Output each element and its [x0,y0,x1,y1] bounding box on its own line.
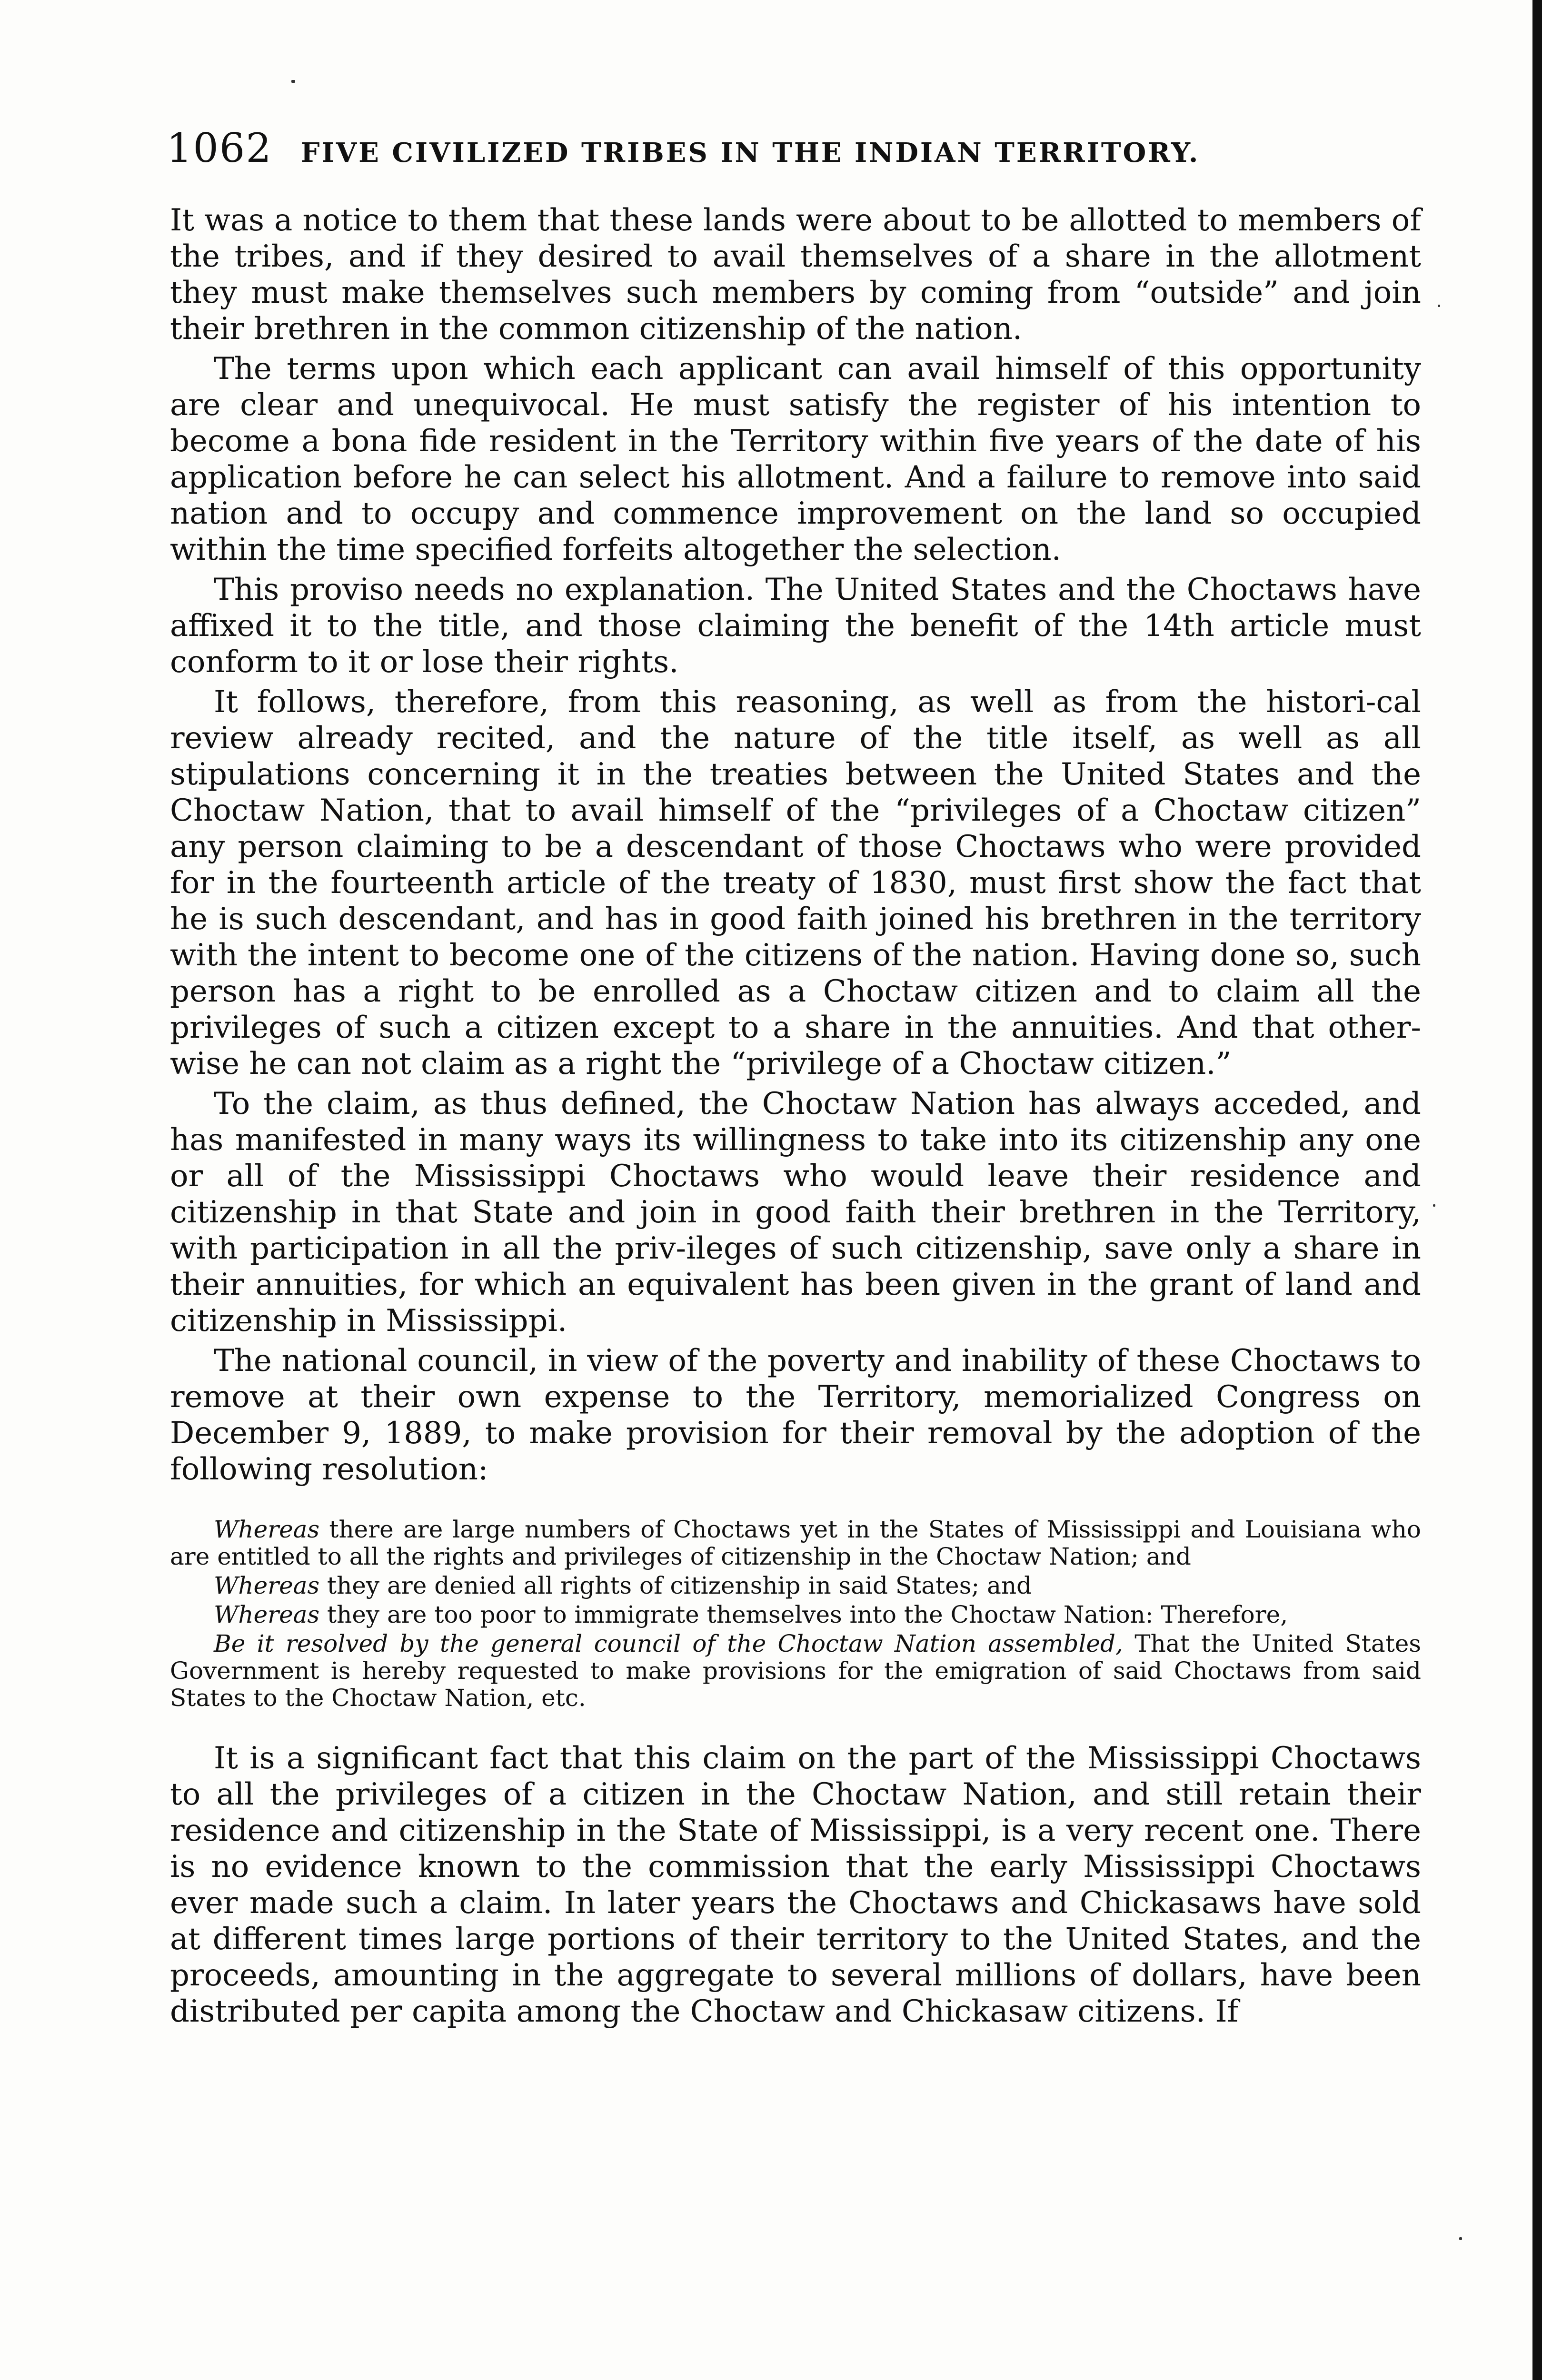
paragraph: It was a notice to them that these lands were about to be allotted to members of the tribes, and if they desired to avail themselves of a share in the allotment they must make themselves such members by coming from “outside” and join their brethren in the common citizenship of the nation. [170,203,1421,347]
clause-lead: Whereas [214,1572,320,1599]
clause-text: they are denied all rights of citizenship in said States; and [319,1572,1032,1599]
paragraph: The national council, in view of the poverty and inability of these Choctaws to remove at their own expense to the Territory, memorialized Congress on December 9, 1889, to make provision for their removal by the adoption of the following resolution: [170,1343,1421,1487]
page-header [167,125,1433,177]
paragraph: To the claim, as thus defined, the Choctaw Nation has always acceded, and has manifested in many ways its willingness to take into its citizenship any one or all of the Mississippi Choctaws who would leave their residence and citizenship in that State and join in good faith their brethren in the Territory, with participation in all the priv-ileges of such citizenship, save only a share in their annuities, for which an equivalent has been given in the grant of land and citizenship in Mississippi. [170,1086,1421,1339]
paragraph: The terms upon which each applicant can avail himself of this opportunity are clear and unequivocal. He must satisfy the register of his intention to become a bona fide resident in the Territory within five years of the date of his application before he can select his allotment. And a failure to remove into said nation and to occupy and commence improvement on the land so occupied within the time specified forfeits altogether the selection. [170,351,1421,567]
print-speck [1433,1204,1435,1207]
clause-lead: Whereas [214,1516,320,1543]
print-speck [1459,2237,1462,2240]
resolution-clause [170,1630,1421,1712]
scan-edge-right [1532,0,1542,2380]
print-speck [1438,305,1440,307]
resolution-quote [170,1516,1421,1712]
resolution-clause [170,1601,1421,1628]
paragraph: It follows, therefore, from this reasoning, as well as from the histori-cal review already recited, and the nature of the title itself, as well as all stipulations concerning it in the treaties between the United States and the Choctaw Nation, that to avail himself of the “privileges of a Choctaw citizen” any person claiming to be a descendant of those Choctaws who were provided for in the fourteenth article of the treaty of 1830, must first show the fact that he is such descendant, and has in good faith joined his brethren in the territory with the intent to become one of the citizens of the nation. Having done so, such person has a right to be enrolled as a Choctaw citizen and to claim all the privileges of such a citizen except to a share in the annuities. And that other-wise he can not claim as a right the “privilege of a Choctaw citizen.” [170,684,1421,1081]
paragraph: This proviso needs no explanation. The United States and the Choctaws have affixed it to the title, and those claiming the benefit of the 14th article must conform to it or lose their rights. [170,572,1421,680]
clause-lead: Whereas [214,1601,320,1628]
resolution-clause [170,1516,1421,1570]
page-number: 1062 [167,125,272,171]
clause-text: they are too poor to immigrate themselves into the Choctaw Nation: Therefore, [319,1601,1288,1628]
clause-lead: Be it resolved by the general council of the Choctaw Nation assembled, [214,1630,1123,1657]
paragraph: It is a significant fact that this claim on the part of the Mississippi Choctaws to all the privileges of a citizen in the Choctaw Nation, and still retain their residence and citizenship in the State of Mississippi, is a very recent one. There is no evidence known to the commission that the early Mississippi Choctaws ever made such a claim. In later years the Choctaws and Chickasaws have sold at different times large portions of their territory to the United States, and the proceeds, amounting in the aggregate to several millions of dollars, have been distributed per capita among the Choctaw and Chickasaw citizens. If [170,1741,1421,2029]
clause-text: That the United States Government is hereby requested to make provisions for the emigration of said Choctaws from said States to the Choctaw Nation, etc. [170,1630,1421,1712]
clause-text: there are large numbers of Choctaws yet in the States of Mississippi and Louisiana who are entitled to all the rights and privileges of citizenship in the Choctaw Nation; and [170,1516,1421,1570]
body-text [170,202,1421,2033]
resolution-clause [170,1572,1421,1599]
print-speck [291,80,295,83]
running-title: FIVE CIVILIZED TRIBES IN THE INDIAN TERRITORY. [300,137,1200,169]
